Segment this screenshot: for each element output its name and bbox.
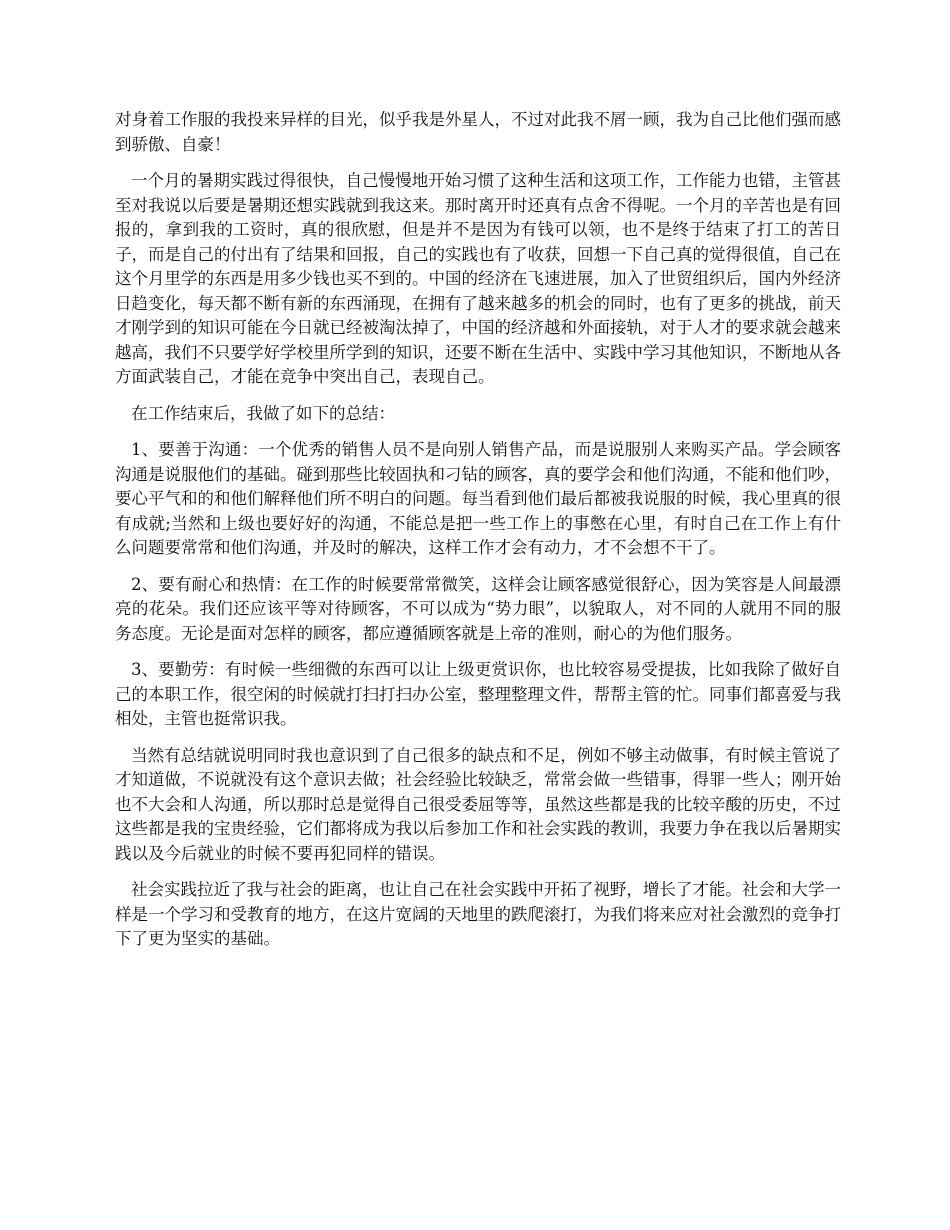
paragraph-continuation: 对身着工作服的我投来异样的目光，似乎我是外星人，不过对此我不屑一顾，我为自己比他们强而感到骄傲、自豪！	[115, 110, 841, 154]
paragraph-summary-intro: 在工作结束后，我做了如下的总结：	[131, 403, 395, 423]
document-body	[115, 108, 841, 964]
paragraph-point-communication: 1、要善于沟通：一个优秀的销售人员不是向别人销售产品，而是说服别人来购买产品。学会顾客沟通是说服他们的基础。碰到那些比较固执和刁钻的顾客，真的要学会和他们沟通，不能和他们吵，要心平气和的和他们解释他们所不明白的问题。每当看到他们最后都被我说服的时候，我心里真的很有成就;当然和上级也要好好的沟通，不能总是把一些工作上的事憋在心里，有时自己在工作上有什么问题要常常和他们沟通，并及时的解决，这样工作才会有动力，才不会想不干了。	[115, 440, 841, 557]
paragraph-shortcomings: 当然有总结就说明同时我也意识到了自己很多的缺点和不足，例如不够主动做事，有时候主管说了才知道做，不说就没有这个意识去做；社会经验比较缺乏，常常会做一些错事，得罪一些人；刚开始也不大会和人沟通，所以那时总是觉得自己很受委屈等等，虽然这些都是我的比较辛酸的历史，不过这些都是我的宝贵经验，它们都将成为我以后参加工作和社会实践的教训，我要力争在我以后暑期实践以及今后就业的时候不要再犯同样的错误。	[115, 745, 841, 863]
paragraph-point-diligence: 3、要勤劳：有时候一些细微的东西可以让上级更赏识你，也比较容易受提拔，比如我除了做好自己的本职工作，很空闲的时候就打扫打扫办公室，整理整理文件，帮帮主管的忙。同事们都喜爱与我相处，主管也挺常识我。	[115, 660, 841, 728]
paragraph-point-patience: 2、要有耐心和热情：在工作的时候要常常微笑，这样会让顾客感觉很舒心，因为笑容是人间最漂亮的花朵。我们还应该平等对待顾客，不可以成为“势力眼”，以貌取人，对不同的人就用不同的服务态度。无论是面对怎样的顾客，都应遵循顾客就是上帝的准则，耐心的为他们服务。	[115, 574, 841, 643]
paragraph-conclusion: 社会实践拉近了我与社会的距离，也让自己在社会实践中开拓了视野，增长了才能。社会和大学一样是一个学习和受教育的地方，在这片宽阔的天地里的跌爬滚打，为我们将来应对社会激烈的竞争打下了更为坚实的基础。	[115, 880, 841, 948]
paragraph-practice-summary: 一个月的暑期实践过得很快，自己慢慢地开始习惯了这种生活和这项工作，工作能力也错，主管甚至对我说以后要是暑期还想实践就到我这来。那时离开时还真有点舍不得呢。一个月的辛苦也是有回报的，拿到我的工资时，真的很欣慰，但是并不是因为有钱可以领，也不是终于结束了打工的苦日子，而是自己的付出有了结果和回报，自己的实践也有了收获，回想一下自己真的觉得很值，自己在这个月里学的东西是用多少钱也买不到的。中国的经济在飞速进展，加入了世贸组织后，国内外经济日趋变化，每天都不断有新的东西涌现，在拥有了越来越多的机会的同时，也有了更多的挑战，前天才刚学到的知识可能在今日就已经被淘汰掉了，中国的经济越和外面接轨，对于人才的要求就会越来越高，我们不只要学好学校里所学到的知识，还要不断在生活中、实践中学习其他知识，不断地从各方面武装自己，才能在竞争中突出自己，表现自己。	[115, 171, 841, 386]
